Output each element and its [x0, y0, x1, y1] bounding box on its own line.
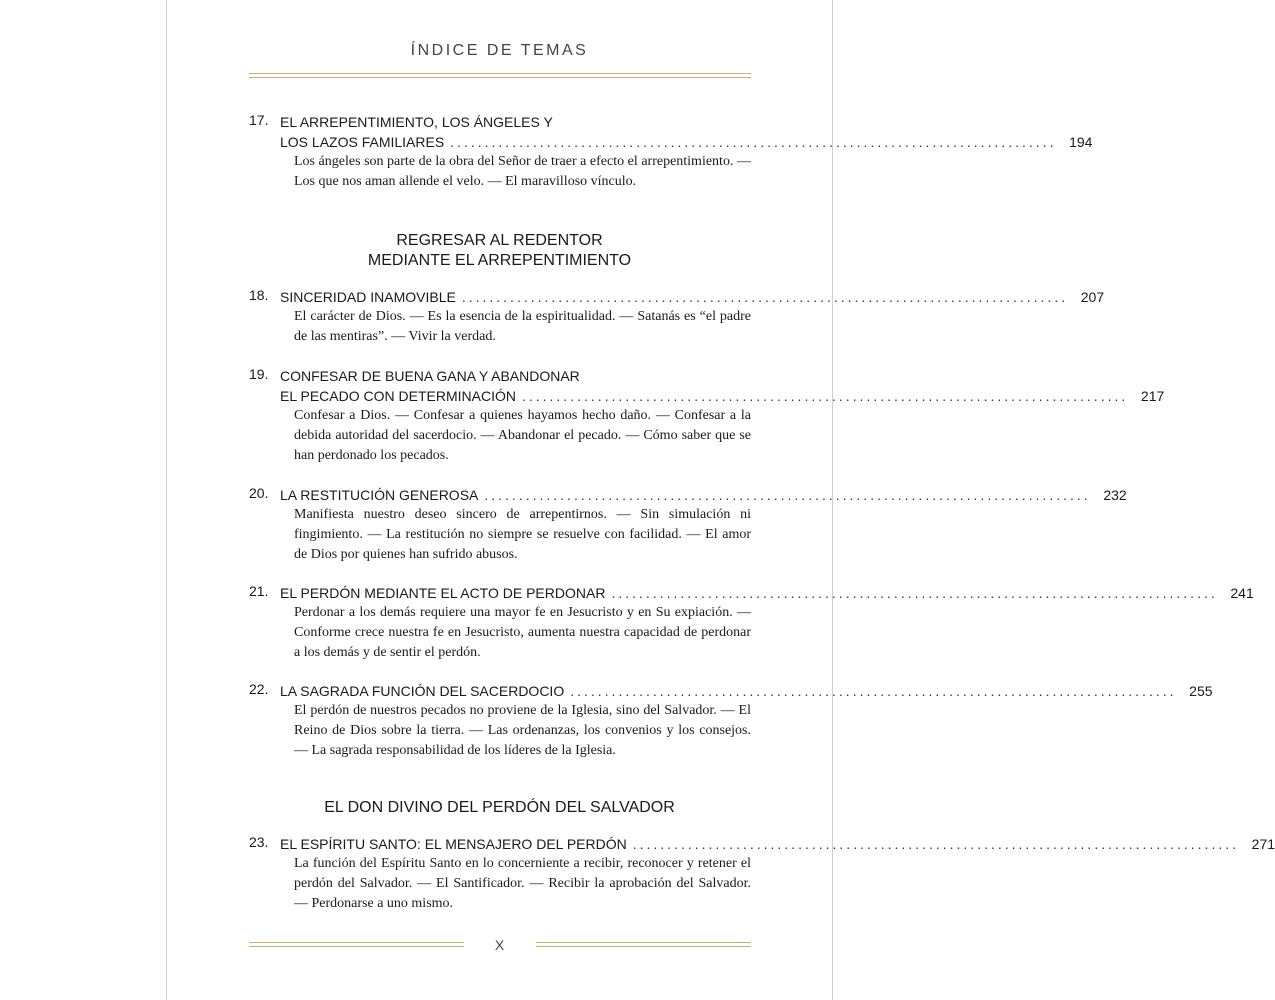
entry-number: 22.: [249, 681, 269, 697]
entry-description: La función del Espíritu Santo en lo concerniente a recibir, reconocer y retener el perdón del Salvador. — El Santificador. — Recibir la aprobación del Salvador. — Perdonarse a uno mismo.: [294, 856, 751, 911]
entry-description: Confesar a Dios. — Confesar a quienes hayamos hecho daño. — Confesar a la debida autoridad del sacerdocio. — Abandonar el pecado. — Cómo saber que se han perdonado los pecados.: [294, 408, 751, 463]
entry-title-line: CONFESAR DE BUENA GANA Y ABANDONAR: [280, 368, 580, 384]
entry-title-line: SINCERIDAD INAMOVIBLE: [280, 289, 456, 305]
entry-description: Perdonar a los demás requiere una mayor fe en Jesucristo y en Su expiación. — Conforme crece nuestra fe en Jesucristo, aumenta nuestra capacidad de perdonar a los demás y de sentir el perdón.: [294, 605, 751, 660]
entry-title: [280, 287, 1105, 307]
entry-page-number: 207: [1080, 289, 1105, 305]
entry-page-number: 255: [1189, 683, 1213, 699]
section-heading-line: MEDIANTE EL ARREPENTIMIENTO: [367, 252, 632, 269]
entry-title-line: LA SAGRADA FUNCIÓN DEL SACERDOCIO: [280, 683, 565, 699]
section-heading-line: EL DON DIVINO DEL PERDÓN DEL SALVADOR: [324, 799, 675, 816]
toc-entry-21[interactable]: [249, 583, 1254, 663]
entry-description: El carácter de Dios. — Es la esencia de la espiritualidad. — Satanás es “el padre de las mentiras”. — Vivir la verdad.: [294, 309, 751, 344]
entry-title: [280, 485, 1127, 505]
dot-leader: ........................................................................................: [461, 289, 1069, 305]
entry-page-number: 232: [1103, 487, 1127, 503]
entry-title-line: EL PECADO CON DETERMINACIÓN: [280, 388, 516, 404]
entry-title: [280, 681, 1213, 701]
entry-number: 18.: [249, 287, 269, 303]
book-page: [166, 0, 1275, 1000]
entry-number: 21.: [249, 583, 269, 599]
section-heading: [167, 798, 832, 818]
entry-title: [280, 834, 1275, 854]
dot-leader: ........................................................................................: [570, 683, 1177, 699]
footer-rule-right: [536, 942, 751, 947]
toc-entry-22[interactable]: [249, 681, 1213, 761]
dot-leader: ........................................................................................: [611, 585, 1218, 601]
section-heading-line: REGRESAR AL REDENTOR: [396, 232, 603, 249]
entry-title: [280, 112, 1093, 152]
entry-number: 20.: [249, 485, 269, 501]
entry-description: El perdón de nuestros pecados no proviene de la Iglesia, sino del Salvador. — El Reino de Dios sobre la tierra. — Las ordenanzas, los convenios y los consejos. — La sagrada responsabilidad de los líderes de la Iglesia.: [294, 703, 751, 758]
section-heading: [167, 231, 832, 271]
entry-title: [280, 583, 1254, 603]
entry-title-line: EL PERDÓN MEDIANTE EL ACTO DE PERDONAR: [280, 585, 606, 601]
entry-description: Manifiesta nuestro deseo sincero de arrepentirnos. — Sin simulación ni fingimiento. — La restitución no siempre se resuelve con facilidad. — El amor de Dios por quienes han sufrido abusos.: [294, 507, 751, 562]
header-rule: [249, 73, 751, 78]
entry-number: 23.: [249, 834, 269, 850]
entry-page-number: 271: [1251, 836, 1275, 852]
entry-description: Los ángeles son parte de la obra del Señor de traer a efecto el arrepentimiento. — Los que nos aman allende el velo. — El maravilloso vínculo.: [294, 154, 751, 189]
entry-page-number: 217: [1140, 388, 1165, 404]
entry-title-line: LA RESTITUCIÓN GENEROSA: [280, 487, 479, 503]
entry-page-number: 194: [1069, 134, 1093, 150]
entry-title-line: LOS LAZOS FAMILIARES: [280, 134, 445, 150]
toc-entry-20[interactable]: [249, 485, 1127, 565]
entry-page-number: 241: [1230, 585, 1254, 601]
entry-number: 17.: [249, 112, 269, 128]
toc-entry-23[interactable]: [249, 834, 1275, 914]
toc-entry-18[interactable]: [249, 287, 1105, 347]
entry-title: [280, 366, 1165, 406]
entry-title-line: EL ESPÍRITU SANTO: EL MENSAJERO DEL PERDÓN: [280, 836, 627, 852]
entry-number: 19.: [249, 366, 269, 382]
entry-title-line: EL ARREPENTIMIENTO, LOS ÁNGELES Y: [280, 114, 553, 130]
footer-page-number: X: [494, 937, 505, 953]
dot-leader: ........................................................................................: [521, 388, 1129, 404]
dot-leader: ........................................................................................: [484, 487, 1091, 503]
dot-leader: ........................................................................................: [450, 134, 1057, 150]
page-header-title: ÍNDICE DE TEMAS: [410, 42, 589, 59]
toc-entry-19[interactable]: [249, 366, 1165, 466]
toc-entry-17[interactable]: [249, 112, 1093, 192]
dot-leader: ........................................................................................: [632, 836, 1240, 852]
